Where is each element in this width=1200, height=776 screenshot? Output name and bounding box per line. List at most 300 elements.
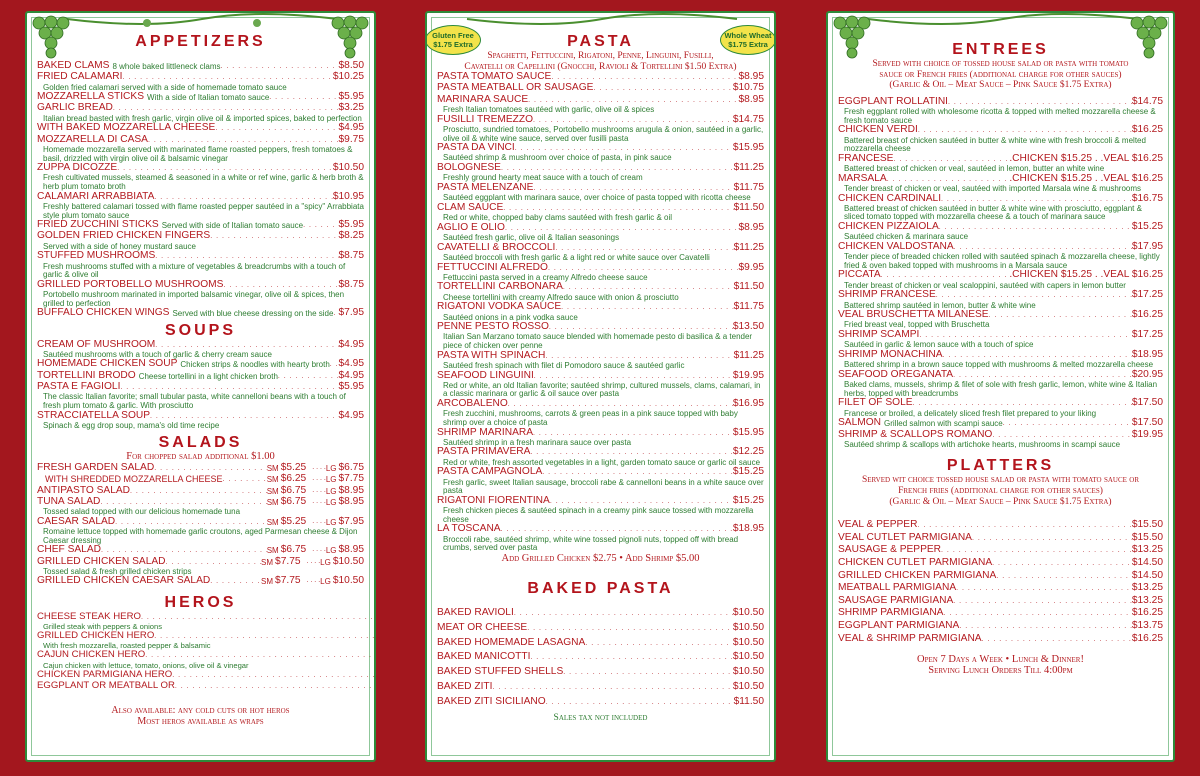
- pasta-sub-2: Cavatelli or Capellini (Gnocchi, Ravioli & Tortellini $1.50 Extra): [464, 61, 737, 72]
- item-price: $10.50: [732, 680, 764, 692]
- menu-item: [437, 665, 764, 680]
- menu-item: [437, 606, 764, 621]
- item-price: $14.50: [1131, 569, 1163, 581]
- item-price: $20.95: [1131, 368, 1163, 380]
- dot-leader: [122, 72, 332, 83]
- item-price: $17.50: [1131, 417, 1163, 429]
- item-name: PASTA WITH SPINACH: [437, 349, 546, 361]
- dot-leader: [913, 398, 1132, 409]
- item-price: $4.95: [338, 409, 364, 421]
- pasta-addon: Add Grilled Chicken $2.75 • Add Shrimp $5.00: [501, 552, 700, 564]
- item-price: $10.50: [732, 622, 764, 634]
- item-name: GOLDEN FRIED CHICKEN FINGERS: [37, 230, 211, 242]
- gluten-free-badge: Gluten Free $1.75 Extra: [425, 25, 481, 55]
- dot-leader: [561, 302, 733, 313]
- item-name: BOLOGNESE: [437, 162, 501, 174]
- size-label-small: SM: [266, 464, 279, 474]
- entrees-sub-1: Served with choice of tossed house salad or pasta with tomato: [872, 59, 1129, 69]
- item-name: CHICKEN VERDI: [838, 124, 918, 136]
- item-name: CHEF SALAD: [37, 544, 101, 556]
- dot-leader: [278, 371, 339, 382]
- item-description: Sautéed shrimp in a fresh marinara sauce over pasta: [443, 437, 632, 447]
- item-name: CHICKEN CUTLET PARMIGIANA: [838, 556, 993, 568]
- menu-panel-left: [25, 11, 376, 762]
- item-price: $13.25: [1131, 594, 1163, 606]
- dot-leader: [546, 695, 734, 710]
- item-name: PASTA MEATBALL OR SAUSAGE: [437, 82, 594, 94]
- dot-leader: [918, 125, 1132, 136]
- item-name: FRIED ZUCCHINI STICKS: [37, 219, 159, 231]
- item-description: Battered breast of chicken sautéed in butter & white wine with prosciutto, eggplant & sliced tomato topped with mozzarella cheese & a touch of marinara sauce: [844, 203, 1142, 222]
- item-description: Fresh zucchini, mushrooms, carrots & green peas in a pink sauce topped with baby shrimp over a choice of pasta: [443, 409, 738, 427]
- heros-title: HEROS: [164, 593, 237, 611]
- menu-item: [37, 576, 364, 587]
- price-small: $6.75: [280, 544, 307, 556]
- dot-leader: [221, 61, 339, 72]
- dot-leader: [881, 270, 1010, 281]
- item-name: EGGPLANT OR MEATBALL OR: [37, 679, 175, 691]
- item-name: MEAT OR CHEESE: [437, 622, 528, 634]
- item-name: CHICKEN VALDOSTANA: [838, 240, 954, 252]
- item-price: $16.75: [1131, 192, 1163, 204]
- menu-item: [437, 650, 764, 665]
- menu-item: [437, 524, 764, 535]
- item-description: Prosciutto, sundried tomatoes, Portobello mushrooms arugula & onion, sautéed in a garlic, olive oil & white wine sauce, served over fusilli pasta: [443, 124, 764, 143]
- item-name: CLAM SAUCE: [437, 201, 504, 213]
- size-label-large: LG: [325, 475, 337, 485]
- dot-leader: [917, 519, 1131, 532]
- dot-leader: . . . .: [306, 557, 321, 565]
- item-name: BAKED CLAMS: [37, 60, 110, 71]
- dot-leader: . . . .: [306, 577, 321, 585]
- item-name: FILET OF SOLE: [838, 397, 913, 409]
- item-price: $4.95: [338, 122, 364, 134]
- item-price: $8.25: [338, 230, 364, 242]
- item-price: $10.50: [332, 162, 364, 174]
- item-name: SAUSAGE PARMIGIANA: [838, 594, 954, 606]
- item-name: CHEESE STEAK HERO: [37, 610, 141, 622]
- item-name: TORTELLINI CARBONARA: [437, 281, 563, 293]
- item-price: $13.50: [732, 321, 764, 333]
- item-name: PICCATA: [838, 269, 881, 281]
- item-price: $11.25: [733, 241, 764, 253]
- dot-leader: [563, 282, 734, 293]
- size-label-small: SM: [266, 546, 279, 556]
- item-description: Sautéed shrimp & scallops with artichoke hearts, mushrooms in scampi sauce: [844, 439, 1121, 449]
- size-label-large: LG: [320, 557, 331, 567]
- size-label-small: SM: [266, 517, 279, 527]
- item-price: $8.75: [338, 250, 364, 262]
- item-description: Fresh cultivated mussels, steamed & seasoned in a white or ref wine, garlic & herb broth & herb plum tomato broth: [43, 173, 364, 192]
- item-price: $16.25: [1131, 124, 1163, 136]
- hours-note: Open 7 Days a Week • Lunch & Dinner!: [917, 654, 1084, 666]
- item-name: ZUPPA DICOZZE: [37, 162, 118, 174]
- item-name: SHRIMP MARINARA: [437, 426, 534, 438]
- item-name: PASTA PRIMAVERA: [437, 446, 531, 458]
- item-description: Cajun chicken with lettuce, tomato, onions, olive oil & vinegar: [43, 660, 249, 670]
- menu-item: [437, 695, 764, 710]
- item-description: Broccoli rabe, sautéed shrimp, white wine tossed pignoli nuts, topped off with bread crumbs, served over pasta: [443, 534, 739, 553]
- salads-list: [37, 463, 364, 588]
- item-price: $13.25: [1131, 582, 1163, 594]
- menu-item: [437, 621, 764, 636]
- platters-list: [838, 519, 1163, 645]
- item-price: $17.50: [1131, 397, 1163, 409]
- item-name: LA TOSCANA: [437, 523, 501, 535]
- item-name: SEAFOOD OREGANATA: [838, 368, 954, 380]
- item-name: WITH SHREDDED MOZZARELLA CHEESE: [45, 474, 223, 485]
- item-description: Tossed salad & fresh grilled chicken strips: [43, 566, 192, 576]
- lunch-note: Serving Lunch Orders Till 4:00pm: [928, 664, 1073, 676]
- item-description: Tender piece of breaded chicken rolled with sautéed spinach & mozzarella cheese, lightly fried & oven baked topped with mushrooms in a Marsala sauce: [844, 252, 1160, 270]
- item-name: ANTIPASTO SALAD: [37, 484, 131, 496]
- heros-left-column: [37, 612, 376, 702]
- item-price: $16.25: [1131, 632, 1163, 644]
- menu-item: [838, 557, 1163, 570]
- size-label-large: LG: [325, 517, 337, 527]
- item-name: SHRIMP MONACHINA: [838, 348, 943, 360]
- item-name: PASTA MELENZANE: [437, 181, 534, 193]
- platters-sub-2: French fries (additional charge for other sauces): [898, 486, 1103, 496]
- item-name: VEAL BRUSCHETTA MILANESE: [838, 309, 989, 321]
- item-name: PASTA CAMPAGNOLA: [437, 466, 543, 478]
- dot-leader: [269, 92, 338, 103]
- dot-leader: [101, 545, 267, 556]
- platters-sub-1: Served wit choice tossed house salad or pasta with tomato sauce or: [862, 475, 1139, 486]
- size-label-small: SM: [261, 577, 274, 587]
- item-name: GARLIC BREAD: [37, 102, 113, 114]
- item-description: Tender breast of chicken or veal, sautéed with imported Marsala wine & mushrooms: [844, 183, 1142, 193]
- size-label-large: LG: [325, 464, 337, 474]
- item-name: CHICKEN PIZZAIOLA: [838, 221, 939, 233]
- menu-item: [37, 463, 364, 474]
- heros-note-1: Also available: any cold cuts or hot heros: [111, 705, 290, 717]
- item-name: EGGPLANT PARMIGIANA: [838, 619, 960, 631]
- menu-item: [437, 636, 764, 651]
- price-small: $6.25: [280, 473, 307, 485]
- price-large: $6.75: [338, 462, 364, 474]
- baked-pasta-title: BAKED PASTA: [527, 580, 674, 598]
- pasta-sub-1: Spaghetti, Fettuccini, Rigatoni, Penne, Linguini, Fusilli,: [487, 51, 714, 61]
- item-name: GRILLED CHICKEN SALAD: [37, 555, 166, 567]
- item-name: PASTA DA VINCI: [437, 142, 515, 154]
- item-price: $11.75: [733, 301, 764, 313]
- item-description: Cheese tortellini with creamy Alfredo sauce with onion & prosciutto: [443, 292, 679, 302]
- item-name: VEAL CUTLET PARMIGIANA: [838, 531, 972, 543]
- item-name: BAKED MANICOTTI: [437, 651, 531, 663]
- item-name: FRIED CALAMARI: [37, 71, 123, 83]
- item-description: Sautéed mushrooms with a touch of garlic & cherry cream sauce: [43, 349, 272, 359]
- item-price: $14.75: [1131, 95, 1163, 107]
- item-description: Italian bread basted with fresh garlic, virgin olive oil & imported spices, baked to perfection: [43, 113, 362, 123]
- menu-item: [838, 418, 1163, 429]
- menu-item: [838, 532, 1163, 545]
- dot-leader: [145, 650, 376, 661]
- item-name: MOZZARELLA STICKS: [37, 91, 144, 103]
- item-description: Tender breast of chicken or veal scaloppini, sautéed with capers in lemon butter: [844, 280, 1126, 290]
- item-price: $11.50: [733, 695, 764, 707]
- item-inline-desc: Grilled salmon with scampi sauce: [884, 419, 1003, 429]
- dot-leader: [530, 650, 732, 665]
- item-price: $17.25: [1131, 329, 1163, 341]
- menu-panel-middle: [425, 11, 776, 762]
- whole-wheat-badge: Whole Wheat $1.75 Extra: [720, 25, 776, 55]
- dot-leader: [141, 612, 376, 623]
- dot-leader: . . . .: [312, 475, 326, 483]
- heros-note-2: Most heros available as wraps: [137, 715, 264, 727]
- item-name: SHRIMP FRANCESE: [838, 289, 936, 301]
- dot-leader: [959, 620, 1131, 633]
- price-large: $10.50: [332, 555, 364, 567]
- item-price: $8.50: [338, 60, 364, 71]
- price-small: $7.75: [275, 575, 301, 587]
- dot-leader: [530, 447, 732, 458]
- appetizers-title: APPETIZERS: [135, 33, 266, 50]
- item-name: HOMEMADE CHICKEN SOUP: [37, 358, 178, 370]
- item-description: Sautéed fresh spinach with filet di Pomodoro sauce & sautéed garlic: [443, 360, 685, 370]
- menu-item: [838, 570, 1163, 583]
- item-price: $10.50: [732, 666, 764, 678]
- item-name: BUFFALO CHICKEN WINGS: [37, 307, 170, 319]
- size-label-small: SM: [266, 475, 279, 485]
- item-description: Francese or broiled, a delicately sliced fresh filet prepared to your liking: [844, 408, 1097, 418]
- appetizers-list: [37, 61, 364, 320]
- item-price: $10.25: [332, 71, 364, 83]
- item-name: SHRIMP SCAMPI: [838, 329, 920, 341]
- item-price: $14.75: [732, 113, 764, 125]
- dot-leader: [943, 607, 1131, 620]
- dot-leader: [593, 83, 732, 94]
- item-price: $15.50: [1131, 531, 1163, 543]
- item-price: .CHICKEN $15.25 . .VEAL $16.25: [1009, 269, 1163, 281]
- menu-item: [37, 123, 364, 134]
- item-price: $5.95: [338, 381, 364, 393]
- dot-leader: [501, 524, 733, 535]
- dot-leader: [956, 582, 1132, 595]
- dot-leader: [130, 486, 267, 497]
- item-name: CHICKEN CARDINALI: [838, 192, 942, 204]
- dot-leader: [972, 532, 1132, 545]
- item-description: Fresh Italian tomatoes sautéed with garlic, olive oil & spices: [443, 105, 655, 115]
- pasta-title: PASTA: [567, 33, 634, 50]
- item-name: FUSILLI TREMEZZO: [437, 113, 534, 125]
- dot-leader: [563, 665, 733, 680]
- price-large: $7.95: [338, 515, 364, 527]
- entrees-sub-2: sauce or French fries (additional charge for other sauces): [879, 69, 1122, 80]
- menu-item: [37, 545, 364, 556]
- price-small: $6.75: [280, 495, 307, 507]
- item-name: BAKED RAVIOLI: [437, 607, 514, 619]
- item-price: $5.95: [338, 91, 364, 103]
- item-price: $10.75: [732, 82, 764, 94]
- item-description: Red or white, fresh assorted vegetables in a light, garden tomato sauce or garlic oil sauce: [443, 457, 761, 467]
- item-name: CREAM OF MUSHROOM: [37, 338, 156, 350]
- item-name: STUFFED MUSHROOMS: [37, 250, 156, 262]
- item-price: $15.25: [732, 466, 764, 478]
- item-name: BAKED STUFFED SHELLS: [437, 666, 564, 678]
- size-label-small: SM: [261, 557, 274, 567]
- price-small: $6.75: [280, 484, 307, 496]
- menu-item: [437, 680, 764, 695]
- item-price: $16.25: [1131, 607, 1163, 619]
- price-large: $7.75: [338, 473, 364, 485]
- item-price: $3.25: [338, 102, 364, 114]
- price-large: $8.95: [338, 544, 364, 556]
- menu-item: [838, 290, 1163, 301]
- item-name: PENNE PESTO ROSSO: [437, 321, 549, 333]
- item-description: Fresh mushrooms stuffed with a mixture of vegetables & breadcrumbs with a touch of garlic & olive oil: [43, 261, 346, 280]
- menu-item: [37, 251, 364, 262]
- dot-leader: . . . .: [312, 486, 326, 494]
- item-description: Sautéed chicken & marinara sauce: [844, 232, 969, 242]
- baked-pasta-list: [437, 606, 764, 709]
- item-price: $10.50: [732, 651, 764, 663]
- item-name: GRILLED PORTOBELLO MUSHROOMS: [37, 278, 224, 290]
- item-description: Fresh chicken pieces & sautéed spinach in a creamy pink sauce tossed with mozzarella cheese: [443, 506, 754, 524]
- item-price: $13.75: [1131, 619, 1163, 631]
- item-price: $17.95: [1131, 240, 1163, 252]
- dot-leader: [215, 123, 338, 134]
- item-price: $8.95: [738, 93, 764, 105]
- item-name: MARINARA SAUCE: [437, 93, 529, 105]
- item-inline-desc: Cheese tortellini in a light chicken broth: [138, 371, 278, 381]
- item-name: MARSALA: [838, 172, 887, 184]
- dot-leader: [330, 359, 339, 370]
- item-price: $15.25: [732, 494, 764, 506]
- dot-leader: [175, 681, 376, 692]
- item-price: $19.95: [1131, 428, 1163, 440]
- item-inline-desc: 8 whole baked littleneck clams: [112, 62, 221, 71]
- item-description: Italian San Marzano tomato sauce blended with homemade pesto di basilica & a tender piece of chicken over penne: [443, 332, 753, 351]
- item-description: Sautéed eggplant with marinara sauce, over choice of pasta topped with ricotta cheese: [443, 193, 751, 203]
- dot-leader: [210, 231, 338, 242]
- item-description: Fried breast veal, topped with Bruschetta: [844, 320, 990, 330]
- item-description: Sautéed onions in a pink vodka sauce: [443, 312, 578, 322]
- sales-tax-note: Sales tax not included: [553, 713, 648, 724]
- menu-item: [838, 582, 1163, 595]
- item-name: SHRIMP & SCALLOPS ROMANO: [838, 428, 993, 440]
- item-price: $10.50: [732, 636, 764, 648]
- item-price: $7.95: [338, 307, 364, 319]
- menu-item: [437, 447, 764, 458]
- item-price: $15.95: [732, 426, 764, 438]
- item-name: CALAMARI ARRABBIATA: [37, 190, 155, 202]
- item-description: Battered shrimp sautéed in lemon, butter & white wine: [844, 300, 1036, 310]
- item-price: $15.25: [1131, 221, 1163, 233]
- item-description: Sautéed broccoli with fresh garlic & a light red or white sauce over Cavatelli: [443, 252, 710, 262]
- item-price: $12.25: [732, 446, 764, 458]
- dot-leader: [982, 633, 1132, 646]
- dot-leader: [585, 636, 733, 651]
- menu-item: [37, 72, 364, 83]
- item-price: $9.75: [338, 133, 364, 145]
- item-description: Sautéed shrimp & mushroom over choice of pasta, in pink sauce: [443, 153, 672, 163]
- soups-list: [37, 340, 364, 431]
- item-price: $18.95: [1131, 348, 1163, 360]
- item-name: RIGATONI FIORENTINA: [437, 494, 550, 506]
- item-description: Fettuccini pasta served in a creamy Alfredo cheese sauce: [443, 272, 648, 282]
- item-name: MOZZARELLA DI CASA: [37, 133, 148, 145]
- price-small: $5.25: [280, 462, 307, 474]
- item-name: GRILLED CHICKEN PARMIGIANA: [838, 569, 997, 581]
- menu-panel-right: [826, 11, 1175, 762]
- item-name: FRESH GARDEN SALAD: [37, 462, 155, 474]
- dot-leader: [542, 467, 733, 478]
- item-price: $15.50: [1131, 519, 1163, 531]
- price-large: $8.95: [338, 484, 364, 496]
- entrees-list: [838, 97, 1163, 450]
- menu-item: [838, 595, 1163, 608]
- item-description: Sautéed in garlic & lemon sauce with a touch of spice: [844, 340, 1034, 350]
- salads-title: SALADS: [158, 434, 243, 452]
- item-price: $16.95: [732, 398, 764, 410]
- dot-leader: [155, 251, 338, 262]
- item-price: $11.50: [733, 201, 764, 213]
- item-name: CAVATELLI & BROCCOLI: [437, 241, 556, 253]
- item-description: Battered shrimp in a brown sauce topped with mushrooms & melted mozzarella cheese: [844, 360, 1154, 370]
- size-label-small: SM: [266, 486, 279, 496]
- heros-list: [37, 612, 364, 702]
- menu-item: [37, 308, 364, 319]
- dot-leader: . . . .: [312, 464, 326, 472]
- item-name: MEATBALL PARMIGIANA: [838, 582, 957, 594]
- item-name: BAKED ZITI SICILIANO: [437, 695, 546, 707]
- size-label-large: LG: [325, 546, 337, 556]
- dot-leader: [303, 220, 338, 231]
- dot-leader: [1003, 418, 1132, 429]
- item-name: EGGPLANT ROLLATINI: [838, 95, 949, 107]
- menu-item: [437, 467, 764, 478]
- menu-item: [838, 544, 1163, 557]
- item-price: $8.95: [738, 71, 764, 83]
- item-name: RIGATONI VODKA SAUCE: [437, 301, 562, 313]
- item-name: GRILLED CHICKEN CAESAR SALAD: [37, 575, 211, 587]
- item-inline-desc: Served with side of Italian tomato sauce: [161, 221, 304, 231]
- item-description: Red or white, an old Italian favorite; sautéed shrimp, cultured mussels, clams, calamari, in a classic marinara or garlic & oil sauce over pasta: [443, 380, 761, 399]
- price-small: $5.25: [280, 515, 307, 527]
- platters-sub-3: (Garlic & Oil – Meat Sauce – Pink Sauce $1.75 Extra): [889, 496, 1112, 507]
- item-name: SAUSAGE & PEPPER: [838, 544, 942, 556]
- platters-title: PLATTERS: [946, 457, 1055, 475]
- dot-leader: [936, 290, 1132, 301]
- menu-item: [838, 633, 1163, 646]
- item-inline-desc: Served with blue cheese dressing on the side: [172, 309, 334, 319]
- dot-leader: [996, 570, 1132, 583]
- menu-item: [437, 302, 764, 313]
- dot-leader: [172, 670, 376, 681]
- dot-leader: [210, 576, 261, 587]
- item-price: $11.50: [733, 281, 764, 293]
- item-description: Fresh garlic, sweet Italian sausage, broccoli rabe & cannelloni beans in a white sauce over pasta: [443, 477, 764, 496]
- item-name: SEAFOOD LINGUINI: [437, 369, 534, 381]
- item-price: $18.95: [732, 523, 764, 535]
- menu-item: [37, 681, 376, 692]
- item-name: BAKED HOMEMADE LASAGNA: [437, 636, 586, 648]
- item-name: VEAL & SHRIMP PARMIGIANA: [838, 632, 982, 644]
- entrees-sub-3: (Garlic & Oil – Meat Sauce – Pink Sauce $1.75 Extra): [889, 80, 1112, 91]
- item-name: WITH BAKED MOZZARELLA CHEESE: [37, 122, 216, 134]
- item-price: $8.75: [338, 278, 364, 290]
- item-price: $16.25: [1131, 309, 1163, 321]
- dot-leader: . . . .: [312, 497, 326, 505]
- item-name: FRANCESE: [838, 152, 894, 164]
- item-description: Freshly ground hearty meat sauce with a touch of cream: [443, 173, 643, 183]
- dot-leader: [223, 474, 267, 485]
- pasta-list: [437, 72, 764, 553]
- entrees-title: ENTREES: [952, 41, 1049, 58]
- price-large: $8.95: [338, 495, 364, 507]
- item-description: Served with a side of honey mustard sauce: [43, 241, 196, 251]
